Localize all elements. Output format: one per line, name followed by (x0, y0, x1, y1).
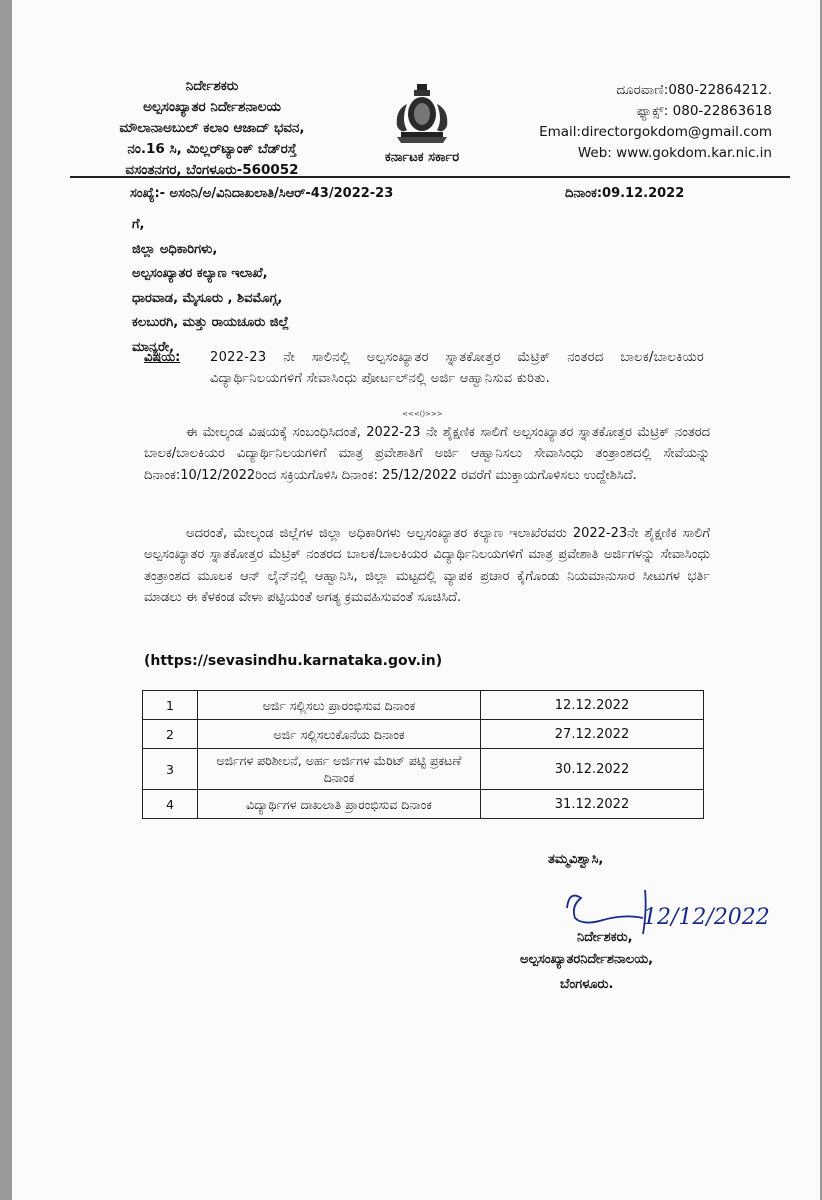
table-row (143, 720, 704, 749)
recipient-block (132, 213, 289, 360)
sender-line: ವಸಂತನಗರ, ಬೆಂಗಳೂರು-560052 (125, 162, 299, 178)
row-task: ಅರ್ಜಿಗಳ ಪರಿಶೀಲನೆ, ಅರ್ಹ ಅರ್ಜಿಗಳ ಮೆರಿಟ್ ಪಟ್ಟಿ ಪ್ರಕಟಣೆ ದಿನಾಂಕ (198, 749, 481, 790)
subject-text: 2022-23 ನೇ ಸಾಲಿನಲ್ಲಿ ಅಲ್ಪಸಂಖ್ಯಾತರ ಸ್ನಾತಕೋತ್ತರ ಮೆಟ್ರಿಕ್ ನಂತರದ ಬಾಲಕ/ಬಾಲಕಿಯರ ವಿದ್ಯಾರ್ಥಿನಿಲಯಗಳಿಗೆ ಸೇವಾಸಿಂಧು ಪೋರ್ಟಲ್‌ನಲ್ಲಿ ಅರ್ಜಿ ಆಹ್ವಾನಿಸುವ ಕುರಿತು. (210, 350, 704, 386)
subject-label: ವಿಷಯ: (144, 350, 181, 365)
recipient-line: ಜಿಲ್ಲಾ ಅಧಿಕಾರಿಗಳು, (132, 241, 218, 257)
header-divider (70, 176, 790, 178)
recipient-line: ಅಲ್ಪಸಂಖ್ಯಾತರ ಕಲ್ಯಾಣ ಇಲಾಖೆ, (132, 266, 268, 281)
row-task: ಅರ್ಜಿ ಸಲ್ಲಿಸಲುಕೊನೆಯ ದಿನಾಂಕ (198, 720, 481, 749)
signatory-title: ನಿರ್ದೇಶಕರು, (577, 930, 633, 945)
body-paragraph-2: ಅದರಂತೆ, ಮೇಲ್ಕಂಡ ಜಿಲ್ಲೆಗಳ ಜಿಲ್ಲಾ ಅಧಿಕಾರಿಗಳು ಅಲ್ಪಸಂಖ್ಯಾತರ ಕಲ್ಯಾಣ ಇಲಾಖೆರವರು 2022-23ನೇ ಶೈಕ್ಷಣಿಕ ಸಾಲಿಗೆ ಅಲ್ಪಸಂಖ್ಯಾತರ ಸ್ನಾತಕೋತ್ತರ ಮೆಟ್ರಿಕ್ ನಂತರದ ಬಾಲಕ/ಬಾಲಕಿಯರ ವಿದ್ಯಾರ್ಥಿನಿಲಯಗಳಿಗೆ ಮಾತ್ರ ಪ್ರವೇಶಾತಿ ಅರ್ಜಿಗಳನ್ನು ಸೇವಾಸಿಂಧು ತಂತ್ರಾಂಶದ ಮೂಲಕ ಆನ್ ಲೈನ್‌ನಲ್ಲಿ ಆಹ್ವಾನಿಸಿ, ಜಿಲ್ಲಾ ಮಟ್ಟದಲ್ಲಿ ವ್ಯಾಪಕ ಪ್ರಚಾರ ಕೈಗೊಂಡು ನಿಯಮಾನುಸಾರ ಸೀಟುಗಳ ಭರ್ತಿ ಮಾಡಲು ಈ ಕೆಳಕಂಡ ವೇಳಾ ಪಟ್ಟಿಯಂತೆ ಅಗತ್ಯ ಕ್ರಮವಹಿಸುವಂತೆ ಸೂಚಿಸಿದೆ. (144, 526, 710, 605)
sender-line: ನಂ.16 ಸಿ, ಮಿಲ್ಲರ್‌ಟ್ಯಾಂಕ್ ಬೆಡ್‌ರಸ್ತೆ (127, 141, 297, 157)
letter-page (12, 0, 820, 1200)
row-task: ಅರ್ಜಿ ಸಲ್ಲಿಸಲು ಪ್ರಾರಂಭಿಸುವ ದಿನಾಂಕ (198, 691, 481, 720)
row-date: 30.12.2022 (481, 749, 704, 790)
signature-date: 12/12/2022 (643, 905, 770, 930)
sender-line: ನಿರ್ದೇಶಕರು (185, 78, 239, 94)
recipient-line: ಕಲಬುರಗಿ, ಮತ್ತು ರಾಯಚೂರು ಜಿಲ್ಲೆ (132, 315, 290, 330)
body-paragraph-1: ಈ ಮೇಲ್ಕಂಡ ವಿಷಯಕ್ಕೆ ಸಂಬಂಧಿಸಿದಂತೆ, 2022-23 ನೇ ಶೈಕ್ಷಣಿಕ ಸಾಲಿಗೆ ಅಲ್ಪಸಂಖ್ಯಾತರ ಸ್ನಾತಕೋತ್ತರ ಮೆಟ್ರಿಕ್ ನಂತರದ ಬಾಲಕ/ಬಾಲಕಿಯರ ವಿದ್ಯಾರ್ಥಿನಿಲಯಗಳಿಗೆ ಮಾತ್ರ ಪ್ರವೇಶಾತಿಗೆ ಅರ್ಜಿ ಆಹ್ವಾನಿಸಲು ಸೇವಾಸಿಂಧು ತಂತ್ರಾಂಶದಲ್ಲಿ ಸೇವೆಯನ್ನು ದಿನಾಂಕ:10/12/2022ರಿಂದ ಸಕ್ರಿಯಗೊಳಿಸಿ ದಿನಾಂಕ: 25/12/2022 ರವರೆಗೆ ಮುಕ್ತಾಯಗೊಳಿಸಲು ಉದ್ದೇಶಿಸಿದೆ. (144, 425, 710, 483)
recipient-line: ಧಾರವಾಡ, ಮೈಸೂರು , ಶಿವಮೊಗ್ಗ, (132, 290, 283, 306)
fax-line: ಫ್ಯಾಕ್ಸ್: 080-22863618 (636, 103, 772, 119)
state-emblem (362, 82, 482, 165)
table-row (143, 749, 704, 790)
signatory-office: ಅಲ್ಪಸಂಖ್ಯಾತರನಿರ್ದೇಶನಾಲಯ, (520, 952, 654, 967)
salutation: ಮಾನ್ಯರೇ, (132, 339, 175, 355)
table-row (143, 790, 704, 819)
email-line: Email:directorgokdom@gmail.com (539, 124, 772, 140)
portal-link[interactable]: (https://sevasindhu.karnataka.gov.in) (144, 653, 443, 669)
contact-block (532, 80, 772, 164)
row-number: 4 (143, 790, 198, 819)
row-number: 2 (143, 720, 198, 749)
separator-mark: <<<()>>> (402, 410, 443, 418)
web-line: Web: www.gokdom.kar.nic.in (577, 145, 772, 161)
emblem-icon (387, 82, 457, 144)
sender-line: ಮೌಲಾನಾಅಬುಲ್ ಕಲಾಂ ಆಜಾದ್ ಭವನ, (119, 120, 305, 136)
row-date: 27.12.2022 (481, 720, 704, 749)
reference-number: ಸಂಖ್ಯೆ:- ಅಸಂನಿ/ಅ/ವಿನಿದಾಖಲಾತಿ/ಸಿಆರ್-43/2022-23 (130, 186, 394, 201)
closing-text: ತಮ್ಮವಿಶ್ವಾಸಿ, (548, 852, 604, 867)
emblem-caption: ಕರ್ನಾಟಕ ಸರ್ಕಾರ (384, 150, 460, 165)
row-number: 1 (143, 691, 198, 720)
row-number: 3 (143, 749, 198, 790)
table-row (143, 691, 704, 720)
recipient-line: ಗೆ, (132, 217, 145, 232)
letter-date: ದಿನಾಂಕ:09.12.2022 (565, 186, 685, 201)
row-task: ವಿದ್ಯಾರ್ಥಿಗಳ ದಾಖಲಾತಿ ಪ್ರಾರಂಭಿಸುವ ದಿನಾಂಕ (198, 790, 481, 819)
signatory-place: ಬೆಂಗಳೂರು. (560, 977, 614, 992)
schedule-table (142, 690, 704, 819)
sender-address-block (82, 76, 342, 181)
row-date: 31.12.2022 (481, 790, 704, 819)
row-date: 12.12.2022 (481, 691, 704, 720)
sender-line: ಅಲ್ಪಸಂಖ್ಯಾತರ ನಿರ್ದೇಶನಾಲಯ (143, 99, 281, 115)
phone-line: ದೂರವಾಣಿ:080-22864212. (616, 82, 772, 98)
